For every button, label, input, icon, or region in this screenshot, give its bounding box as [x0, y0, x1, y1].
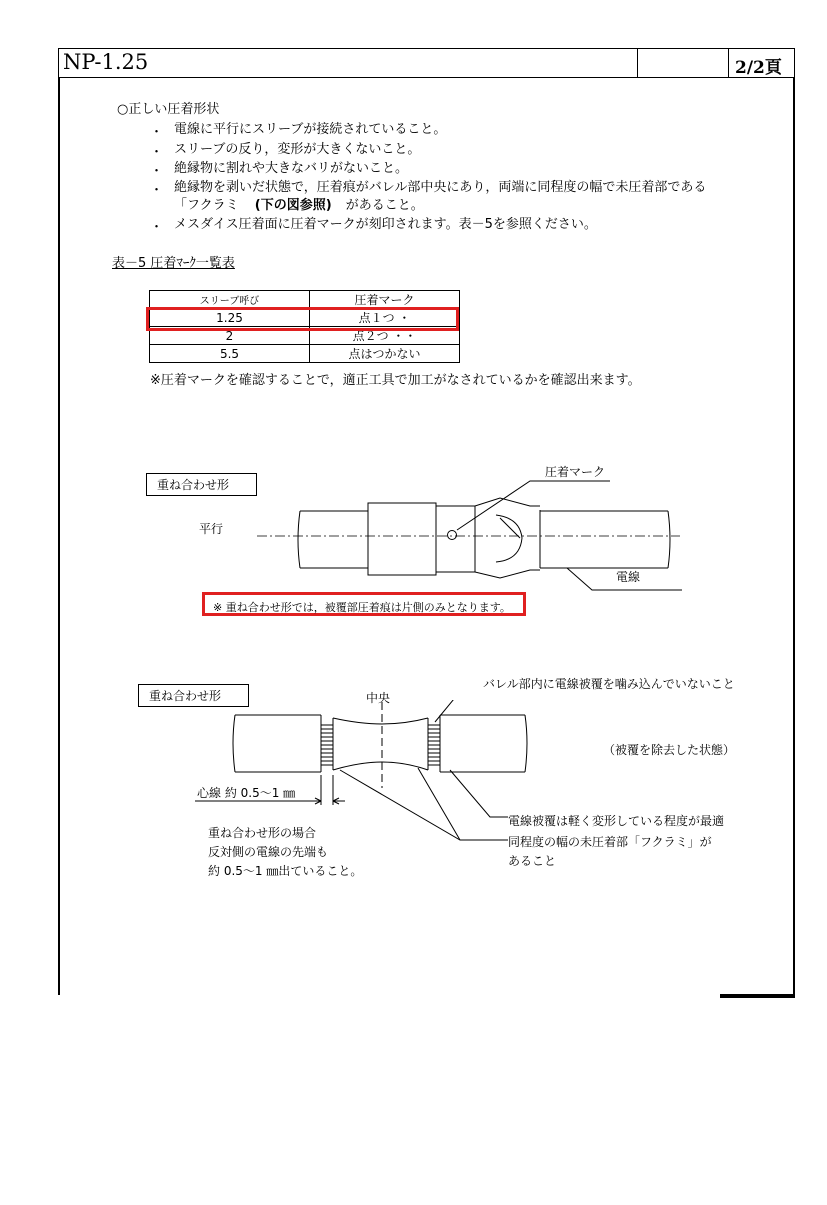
bullet-text: メスダイス圧着面に圧着マークが刻印されます。表－5を参照ください。 [174, 217, 597, 232]
table-header-row [150, 291, 460, 309]
bullet-text: 絶縁物に割れや大きなバリがないこと。 [174, 161, 409, 176]
page-border-right [793, 78, 795, 998]
table-cell: 1.25 [150, 309, 310, 327]
bullet-text: スリーブの反り，変形が大きくないこと。 [174, 142, 421, 157]
header-divider [637, 49, 638, 77]
insulation-note: 電線被覆は軽く変形している程度が最適 [508, 814, 725, 828]
fukurami-text: 「フクラミ [174, 198, 239, 213]
figure-reference: (下の図参照) [254, 198, 332, 213]
figure-note-text: ※ 重ね合わせ形では，被覆部圧着痕は片側のみとなります。 [213, 601, 511, 614]
barrel-note: バレル部内に電線被覆を噛み込んでいないこと [483, 677, 735, 691]
fukurami-note: 同程度の幅の未圧着部「フクラミ」が [508, 835, 712, 849]
parallel-label: 平行 [199, 522, 224, 536]
wire-label: 電線 [616, 570, 641, 584]
overlap-crimp-drawing [200, 470, 700, 595]
table-cell: 5.5 [150, 345, 310, 363]
bullet-mark: ・ [150, 164, 164, 179]
header-frame [58, 48, 795, 78]
stripped-state-label: （被覆を除去した状態） [603, 743, 736, 757]
bullet-continuation [174, 197, 424, 215]
overlap-case-note: 約 0.5～1 ㎜出ていること。 [208, 864, 363, 878]
fukurami-text-end: があること。 [345, 198, 424, 213]
figure-label: 重ね合わせ形 [146, 473, 257, 496]
center-label: 中央 [366, 691, 391, 705]
figure-note [202, 592, 526, 616]
bullet-text: 絶縁物を剥いだ状態で，圧着痕がバレル部中央にあり，両端に同程度の幅で未圧着部である [174, 180, 707, 195]
stripped-crimp-drawing [190, 700, 750, 860]
page-border-left [58, 78, 60, 995]
table-header-cell: 圧着マーク [310, 291, 460, 309]
table-header-cell: スリーブ呼び [150, 291, 310, 309]
table-row [150, 345, 460, 363]
table-cell: 点１つ ・ [310, 309, 460, 327]
fukurami-note: あること [508, 854, 557, 868]
bullet-mark: ・ [150, 220, 164, 235]
table-cell: 点２つ ・・ [310, 327, 460, 345]
table-caption: 表－5 圧着ﾏｰｸ一覧表 [112, 256, 235, 271]
document-id: NP-1.25 [63, 50, 149, 74]
core-length-label: 心線 約 0.5～1 ㎜ [197, 786, 296, 800]
figure-label: 重ね合わせ形 [138, 684, 249, 707]
highlight-box [146, 307, 459, 331]
section-title: ○正しい圧着形状 [117, 102, 220, 117]
bullet-mark: ・ [150, 125, 164, 140]
page-bottom-bar [720, 994, 795, 998]
page-number: 2/2頁 [735, 58, 782, 78]
header-divider [728, 49, 729, 77]
bullet-mark: ・ [150, 183, 164, 198]
overlap-case-note: 重ね合わせ形の場合 [208, 826, 317, 840]
overlap-case-note: 反対側の電線の先端も [208, 845, 329, 859]
table-note: ※圧着マークを確認することで，適正工具で加工がなされているかを確認出来ます。 [150, 373, 641, 388]
bullet-mark: ・ [150, 145, 164, 160]
table-cell: 点はつかない [310, 345, 460, 363]
bullet-text: 電線に平行にスリーブが接続されていること。 [174, 122, 447, 137]
table-cell: 2 [150, 327, 310, 345]
crimp-mark-label: 圧着マーク [545, 465, 606, 479]
